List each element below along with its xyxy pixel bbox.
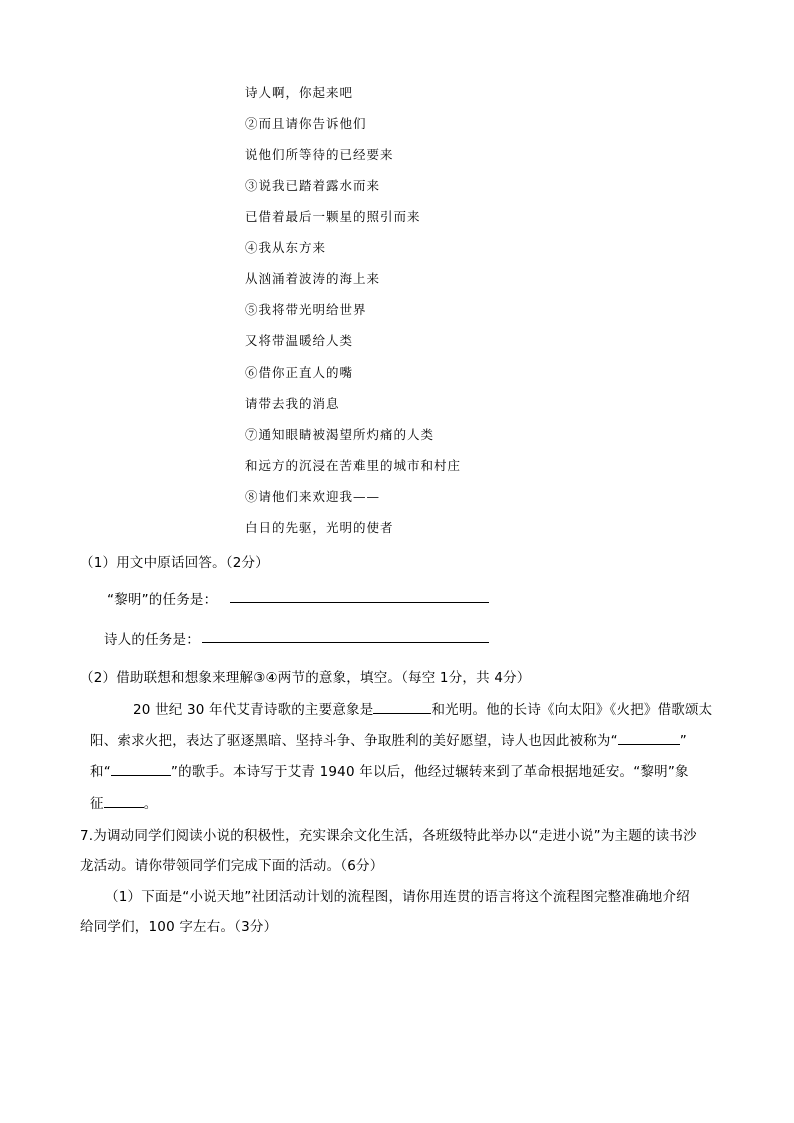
q1-poet-label: 诗人的任务是：	[104, 632, 200, 648]
q2-blank-1[interactable]	[373, 699, 431, 714]
poem-line: ⑦通知眼睛被渴望所灼痛的人类	[245, 427, 435, 442]
q2-text: 和“	[90, 764, 111, 780]
poem-line: 从汹涌着波涛的海上来	[245, 271, 381, 286]
poem-line: 诗人啊，你起来吧	[245, 85, 354, 100]
q2-text: 阳、索求火把，表达了驱逐黑暗、坚持斗争、争取胜利的美好愿望，诗人也因此被称为“	[90, 733, 618, 749]
q2-blank-3[interactable]	[111, 761, 171, 776]
poem-line: 已借着最后一颗星的照引而来	[245, 209, 421, 224]
q2-blank-4[interactable]	[104, 793, 144, 808]
q2-text: ”的歌手。本诗写于艾青 1940 年以后，他经过辗转来到了革命根据地延安。“黎明”象	[170, 764, 689, 780]
q1-dawn-label: “黎明”的任务是：	[107, 592, 218, 608]
poem-line: ②而且请你告诉他们	[245, 116, 367, 131]
poem-line: 又将带温暖给人类	[245, 333, 354, 348]
q2-text: 。	[143, 796, 158, 812]
q7-sub1-line: 给同学们，100 字左右。（3分）	[80, 919, 278, 935]
q1-dawn-answer-line[interactable]	[230, 602, 489, 603]
poem-line: ⑤我将带光明给世界	[245, 302, 367, 317]
q1-title: （1）用文中原话回答。（2分）	[80, 555, 269, 571]
poem-line: ⑧请他们来欢迎我——	[245, 489, 381, 504]
q2-paragraph-line	[90, 792, 157, 812]
q2-title: （2）借助联想和想象来理解③④两节的意象，填空。（每空 1分，共 4分）	[80, 670, 531, 686]
poem-line: 白日的先驱，光明的使者	[245, 520, 394, 535]
q7-line: 7.为调动同学们阅读小说的积极性，充实课余文化生活，各班级特此举办以“走进小说”为主题的读书沙	[80, 828, 697, 844]
q1-poet-answer-line[interactable]	[202, 642, 489, 643]
q2-text: ”	[679, 733, 687, 749]
q2-text: 和光明。他的长诗《向太阳》《火把》借歌颂太	[431, 702, 713, 718]
poem-line: 请带去我的消息	[245, 396, 340, 411]
q2-blank-2[interactable]	[618, 730, 680, 745]
q2-paragraph-line	[90, 760, 689, 780]
poem-line: 说他们所等待的已经要来	[245, 147, 394, 162]
q2-paragraph-line	[133, 698, 712, 718]
poem-line: ④我从东方来	[245, 240, 327, 255]
q7-sub1-line: （1）下面是“小说天地”社团活动计划的流程图，请你用连贯的语言将这个流程图完整准确地介绍	[105, 889, 690, 905]
q2-paragraph-line	[90, 729, 687, 749]
poem-line: ③说我已踏着露水而来	[245, 178, 381, 193]
q7-line: 龙活动。请你带领同学们完成下面的活动。（6分）	[80, 858, 384, 874]
poem-line: ⑥借你正直人的嘴	[245, 365, 354, 380]
poem-line: 和远方的沉浸在苦难里的城市和村庄	[245, 458, 462, 473]
q2-text: 征	[90, 796, 104, 812]
q2-text: 20 世纪 30 年代艾青诗歌的主要意象是	[133, 702, 374, 718]
